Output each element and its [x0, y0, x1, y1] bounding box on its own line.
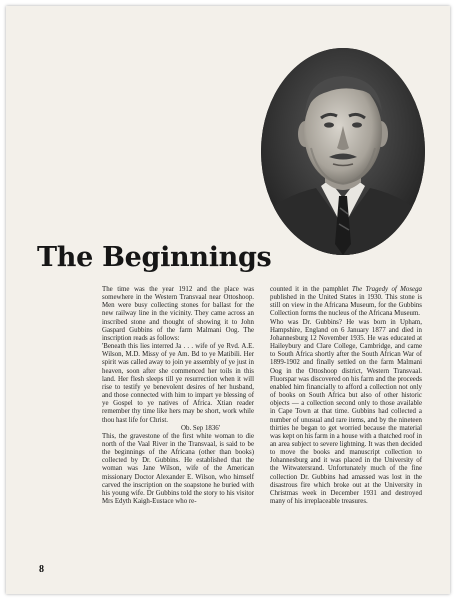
gravestone-paragraph: This, the gravestone of the first white woman to die north of the Vaal River in the Transvaal, is said to be the beginnings of the Africana (other than books) collected by Dr. Gubbins. He established that the woman was Jane Wilson, wife of the American missionary Doctor Alexander E. Wilson, who himself carved the inscription on the soapstone he buried with his young wife. Dr Gubbins told the story to his visitor Mrs Edyth Kaigh-Eustace who re- [102, 432, 254, 506]
portrait-photo [261, 48, 425, 255]
text-column-right [270, 286, 422, 506]
pamphlet-title: The Tragedy of Mosega [351, 286, 423, 293]
biography-paragraph: Who was Dr. Gubbins? He was born in Upham, Hampshire, England on 6 January 1877 and died in Johannesburg 12 November 1935. He was educated at Haileybury and Clare College, Cambridge, and came to South Africa shortly after the South African War of 1899-1902 and finally settled on the farm Malmani Oog in the Ottoshoop district, Western Transvaal. Fluorspar was discovered on his farm and the proceeds enabled him financially to afford a collection not only of books on South Africa but also of other historic objects — a collection second only to those available in Cape Town at that time. Gubbins had collected a number of unusual and rare items, and by the nineteen thirties he began to get worried because the material was kept on his farm in a house with a thatched roof in an area subject to severe lightning. It was then decided to move the books and manuscript collection to Johannesburg and it was placed in the University of the Witwatersrand. Unfortunately much of the fine collection Dr. Gubbins had amassed was lost in the disastrous fire which broke out at the University in Christmas week in December 1931 and destroyed many of his irreplaceable treasures. [270, 318, 422, 506]
page-number: 8 [39, 564, 44, 575]
pamphlet-text-before: counted it in the pamphlet [270, 286, 352, 293]
inscription-quote [102, 343, 254, 433]
inscription-date: Ob. Sep 1836' [181, 424, 220, 432]
pamphlet-text-after: published in the United States in 1930. This stone is still on view in the Africana Museum, for the Gubbins Collection forms the nucleus of the Africana Museum. [270, 294, 422, 318]
page-title: The Beginnings [37, 242, 272, 273]
text-column-left [102, 286, 254, 506]
book-page [6, 6, 450, 594]
inscription-text: 'Beneath this lies interred Ja . . . wife of ye Rvd. A.E. Wilson, M.D. Missy of ye Am. Bd to ye Matibili. Her spirit was called away to join ye assembly of ye just in heaven, soon after she commenced her toils in this land. Her flesh sleeps till ye resurrection when it will rise to testify ye benevolent desires of her husband, and those connected with him to impart ye blessing of ye Gospel to ye natives of Africa. Xtian reader remember thy time like hers may be short, work while thou hast life for Christ. [102, 343, 254, 424]
portrait-photo-icon [261, 48, 425, 255]
intro-paragraph: The time was the year 1912 and the place was somewhere in the Western Transvaal near Ottoshoop. Men were busy collecting stones for ballast for the new railway line in the vicinity. They came across an inscribed stone and thought of showing it to John Gaspard Gubbins of the farm Malmani Oog. The inscription reads as follows: [102, 286, 254, 342]
pamphlet-paragraph [270, 286, 422, 319]
